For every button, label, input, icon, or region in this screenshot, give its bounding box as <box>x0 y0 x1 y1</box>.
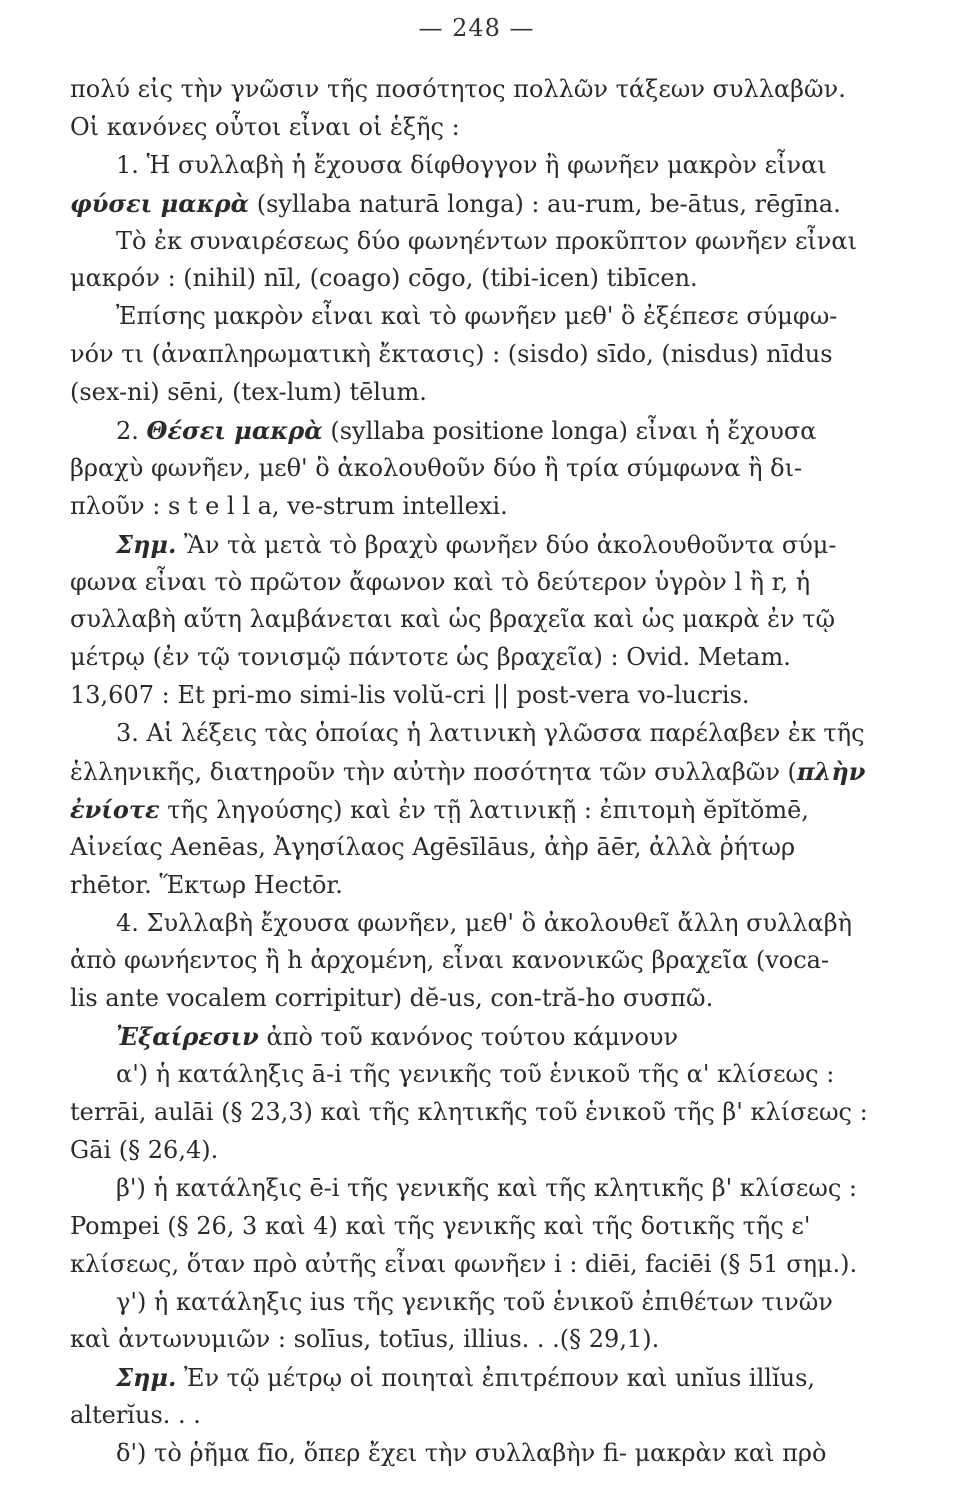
text-line <box>70 1094 878 1132</box>
line-text: Ἐν τῷ μέτρῳ οἱ ποιηταὶ ἐπιτρέπουν καὶ unĭus illĭus, <box>176 1364 816 1393</box>
text-line <box>70 412 878 450</box>
line-text: καὶ ἀντωνυμιῶν : solīus, totīus, illius. . .(§ 29,1). <box>70 1325 660 1354</box>
line-text: νόν τι (ἀναπληρωματικὴ ἔκτασις) : (sisdo) sīdo, (nisdus) nīdus <box>70 340 833 369</box>
line-text: ἑλληνικῆς, διατηροῦν τὴν αὐτὴν ποσότητα τῶν συλλαβῶν ( <box>70 758 797 787</box>
text-line <box>70 1018 878 1056</box>
text-line <box>70 526 878 564</box>
text-line <box>70 1435 878 1473</box>
text-line <box>70 450 878 488</box>
line-text: Ἐπίσης μακρὸν εἶναι καὶ τὸ φωνῆεν μεθ' ὃ ἐξέπεσε σύμφω- <box>116 302 838 331</box>
line-text: terrāi, aulāi (§ 23,3) καὶ τῆς κλητικῆς τοῦ ἑνικοῦ τῆς β' κλίσεως : <box>70 1098 868 1127</box>
emphasis-term: Θέσει μακρὰ <box>146 416 323 446</box>
line-text: alterĭus. . . <box>70 1401 201 1430</box>
text-line <box>70 867 878 905</box>
text-line <box>70 109 878 147</box>
line-text: πλοῦν : s t e l l a, ve-strum intellexi. <box>70 491 508 520</box>
line-text: Αἰνείας Aenēas, Ἀγησίλαος Agēsīlāus, ἀὴρ āēr, ἀλλὰ ῥήτωρ <box>70 832 796 861</box>
line-text: Gāi (§ 26,4). <box>70 1135 219 1164</box>
text-line <box>70 601 878 639</box>
line-text: (syllaba positione longa) εἶναι ἡ ἔχουσα <box>322 417 817 446</box>
text-line <box>70 1208 878 1246</box>
text-line <box>70 905 878 943</box>
line-text: φωνα εἶναι τὸ πρῶτον ἄφωνον καὶ τὸ δεύτερον ὑγρὸν l ἢ r, ἡ <box>70 567 811 596</box>
text-line <box>70 753 878 791</box>
line-text: (sex-ni) sēni, (tex-lum) tēlum. <box>70 378 427 407</box>
line-text: πολύ εἰς τὴν γνῶσιν τῆς ποσότητος πολλῶν τάξεων συλλαβῶν. <box>70 75 846 103</box>
line-text: 3. Αἱ λέξεις τὰς ὁποίας ἡ λατινικὴ γλῶσσα παρέλαβεν ἐκ τῆς <box>116 719 865 748</box>
text-line <box>70 1246 878 1284</box>
line-text: ἀπὸ τοῦ κανόνος τούτου κάμνουν <box>258 1023 679 1052</box>
line-text: 13,607 : Et pri-mo simi-lis volŭ-cri || post-vera vo-lucris. <box>70 681 750 710</box>
text-line <box>70 147 878 185</box>
text-line <box>70 791 878 829</box>
line-text: 4. Συλλαβὴ ἔχουσα φωνῆεν, μεθ' ὃ ἀκολουθεῖ ἄλλη συλλαβὴ <box>116 908 853 937</box>
line-text: (syllaba naturā longa) : au-rum, be-ātus, rēgīna. <box>249 189 841 218</box>
text-line <box>70 223 878 261</box>
text-line <box>70 374 878 412</box>
emphasis-term: πλὴν <box>796 757 866 787</box>
line-text: γ') ἡ κατάληξις ius τῆς γενικῆς τοῦ ἑνικοῦ ἐπιθέτων τινῶν <box>116 1287 833 1316</box>
line-text: α') ἡ κατάληξις ā-i τῆς γενικῆς τοῦ ἑνικοῦ τῆς α' κλίσεως : <box>116 1060 835 1089</box>
body-text <box>70 71 878 1473</box>
text-line <box>70 1284 878 1322</box>
text-line <box>70 564 878 602</box>
emphasis-term: Σημ. <box>116 529 177 559</box>
text-line <box>70 715 878 753</box>
text-line <box>70 829 878 867</box>
text-line <box>70 1359 878 1397</box>
line-text: 2. <box>116 417 147 446</box>
text-line <box>70 942 878 980</box>
line-text: Οἱ κανόνες οὗτοι εἶναι οἱ ἑξῆς : <box>70 112 460 141</box>
page-number: — 248 — <box>418 14 535 42</box>
line-text: ἀπὸ φωνήεντος ἢ h ἀρχομένη, εἶναι κανονικῶς βραχεῖα (voca- <box>70 946 830 975</box>
text-line <box>70 1397 878 1435</box>
line-text: συλλαβὴ αὕτη λαμβάνεται καὶ ὡς βραχεῖα καὶ ὡς μακρὰ ἐν τῷ <box>70 605 836 634</box>
text-line <box>70 1056 878 1094</box>
emphasis-term: Ἐξαίρεσιν <box>116 1022 259 1052</box>
text-line <box>70 677 878 715</box>
emphasis-term: Σημ. <box>116 1363 177 1393</box>
line-text: 1. Ἡ συλλαβὴ ἡ ἔχουσα δίφθογγον ἢ φωνῆεν μακρὸν εἶναι <box>116 150 827 179</box>
text-line <box>70 488 878 526</box>
text-line <box>70 980 878 1018</box>
line-text: Τὸ ἐκ συναιρέσεως δύο φωνηέντων προκῦπτον φωνῆεν εἶναι <box>116 226 858 255</box>
emphasis-term: ἐνίοτε <box>70 794 160 824</box>
line-text: rhētor. Ἕκτωρ Hectōr. <box>70 870 343 899</box>
line-text: βραχὺ φωνῆεν, μεθ' ὃ ἀκολουθοῦν δύο ἢ τρία σύμφωνα ἢ δι- <box>70 453 803 482</box>
line-text: Pompei (§ 26, 3 καὶ 4) καὶ τῆς γενικῆς καὶ τῆς δοτικῆς τῆς ε' <box>70 1211 811 1240</box>
text-line <box>70 336 878 374</box>
line-text: Ἂν τὰ μετὰ τὸ βραχὺ φωνῆεν δύο ἀκολουθοῦντα σύμ- <box>176 530 837 559</box>
line-text: τῆς ληγούσης) καὶ ἐν τῇ λατινικῇ : ἐπιτομὴ ĕpĭtŏmē, <box>159 795 809 824</box>
text-line <box>70 71 878 109</box>
line-text: δ') τὸ ῥῆμα fīo, ὅπερ ἔχει τὴν συλλαβὴν fi- μακρὰν καὶ πρὸ <box>116 1439 827 1468</box>
line-text: β') ἡ κατάληξις ē-i τῆς γενικῆς καὶ τῆς κλητικῆς β' κλίσεως : <box>116 1173 857 1202</box>
line-text: κλίσεως, ὅταν πρὸ αὐτῆς εἶναι φωνῆεν i : diēi, faciēi (§ 51 σημ.). <box>70 1249 858 1278</box>
text-line <box>70 1170 878 1208</box>
line-text: μακρόν : (nihil) nīl, (coago) cōgo, (tibi-icen) tibīcen. <box>70 264 698 293</box>
text-line <box>70 260 878 298</box>
text-line <box>70 185 878 223</box>
text-line <box>70 1132 878 1170</box>
line-text: μέτρῳ (ἐν τῷ τονισμῷ πάντοτε ὡς βραχεῖα) : Ovid. Metam. <box>70 643 791 672</box>
text-line <box>70 298 878 336</box>
line-text: lis ante vocalem corripitur) dĕ-us, con-tră-ho συσπῶ. <box>70 984 714 1013</box>
text-line <box>70 639 878 677</box>
emphasis-term: φύσει μακρὰ <box>70 188 250 218</box>
text-line <box>70 1321 878 1359</box>
